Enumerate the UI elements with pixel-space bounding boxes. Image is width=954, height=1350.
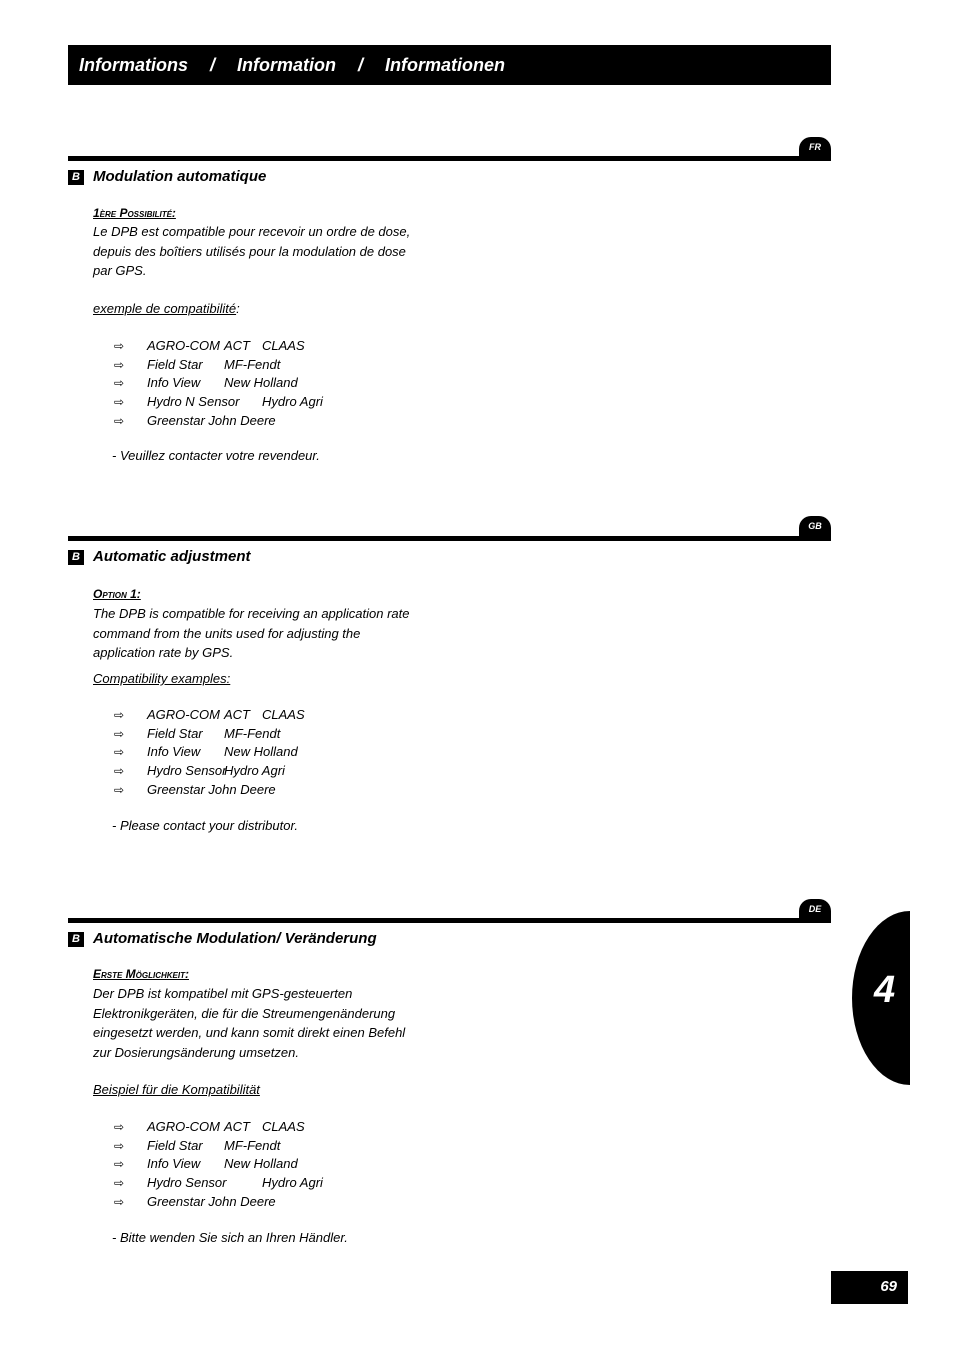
note-gb: - Please contact your distributor. bbox=[112, 818, 298, 833]
right-arrow-outline-icon: ⇨ bbox=[114, 339, 125, 353]
subheading-gb: Option 1: bbox=[93, 587, 141, 601]
chapter-number: 4 bbox=[874, 969, 896, 1011]
section-title-de: Automatische Modulation/ Veränderung bbox=[93, 930, 377, 947]
right-arrow-outline-icon: ⇨ bbox=[114, 782, 125, 797]
section-marker-gb: B bbox=[68, 550, 84, 565]
section-rule-gb bbox=[68, 536, 831, 541]
right-arrow-outline-icon: ⇨ bbox=[114, 395, 125, 410]
right-arrow-outline-icon: ⇨ bbox=[114, 357, 125, 372]
lang-badge-gb: GB bbox=[799, 516, 831, 540]
note-de: - Bitte wenden Sie sich an Ihren Händler. bbox=[112, 1230, 348, 1245]
lang-badge-fr: FR bbox=[799, 137, 831, 161]
header-separator: / bbox=[358, 54, 364, 75]
right-arrow-outline-icon: ⇨ bbox=[114, 726, 125, 741]
examples-label-de: Beispiel für die Kompatibilität bbox=[93, 1082, 260, 1097]
section-marker-fr: B bbox=[68, 170, 84, 185]
header-title-gb: Information bbox=[237, 54, 337, 75]
header-title-fr: Informations bbox=[79, 54, 189, 75]
paragraph-gb: The DPB is compatible for receiving an application rate command from the units used for adjusting the application rate by GPS. bbox=[93, 606, 410, 660]
page-header bbox=[68, 45, 831, 85]
chapter-tab bbox=[852, 911, 910, 1085]
right-arrow-outline-icon: ⇨ bbox=[114, 376, 125, 391]
note-fr: - Veuillez contacter votre revendeur. bbox=[112, 448, 320, 463]
right-arrow-outline-icon: ⇨ bbox=[114, 708, 125, 722]
section-rule-de bbox=[68, 918, 831, 923]
right-arrow-outline-icon: ⇨ bbox=[114, 1194, 125, 1209]
paragraph-fr: Le DPB est compatible pour recevoir un ordre de dose, depuis des boîtiers utilisés pour la modulation de dose par GPS. bbox=[93, 224, 411, 278]
right-arrow-outline-icon: ⇨ bbox=[114, 1138, 125, 1153]
header-separator: / bbox=[210, 54, 216, 75]
right-arrow-outline-icon: ⇨ bbox=[114, 745, 125, 760]
right-arrow-outline-icon: ⇨ bbox=[114, 413, 125, 428]
page-number: 69 bbox=[831, 1271, 908, 1304]
right-arrow-outline-icon: ⇨ bbox=[114, 1157, 125, 1172]
right-arrow-outline-icon: ⇨ bbox=[114, 764, 125, 779]
subheading-fr: 1ère Possibilité: bbox=[93, 206, 176, 220]
header-title-de: Informationen bbox=[385, 54, 506, 75]
subheading-de: Erste Möglichkeit: bbox=[93, 967, 189, 981]
section-title-gb: Automatic adjustment bbox=[93, 548, 251, 565]
examples-label-fr: exemple de compatibilité: bbox=[93, 301, 240, 316]
examples-label-gb: Compatibility examples: bbox=[93, 671, 231, 686]
section-rule-fr bbox=[68, 156, 831, 161]
section-marker-de: B bbox=[68, 932, 84, 947]
paragraph-de: Der DPB ist kompatibel mit GPS-gesteuerten Elektronikgeräten, die für die Streumengenänderung eingesetzt werden, und kann somit direkt einen Befehl zur Dosierungsänderung umsetzen. bbox=[93, 986, 406, 1060]
right-arrow-outline-icon: ⇨ bbox=[114, 1120, 125, 1134]
lang-badge-de: DE bbox=[799, 899, 831, 923]
right-arrow-outline-icon: ⇨ bbox=[114, 1176, 125, 1191]
section-title-fr: Modulation automatique bbox=[93, 168, 267, 185]
